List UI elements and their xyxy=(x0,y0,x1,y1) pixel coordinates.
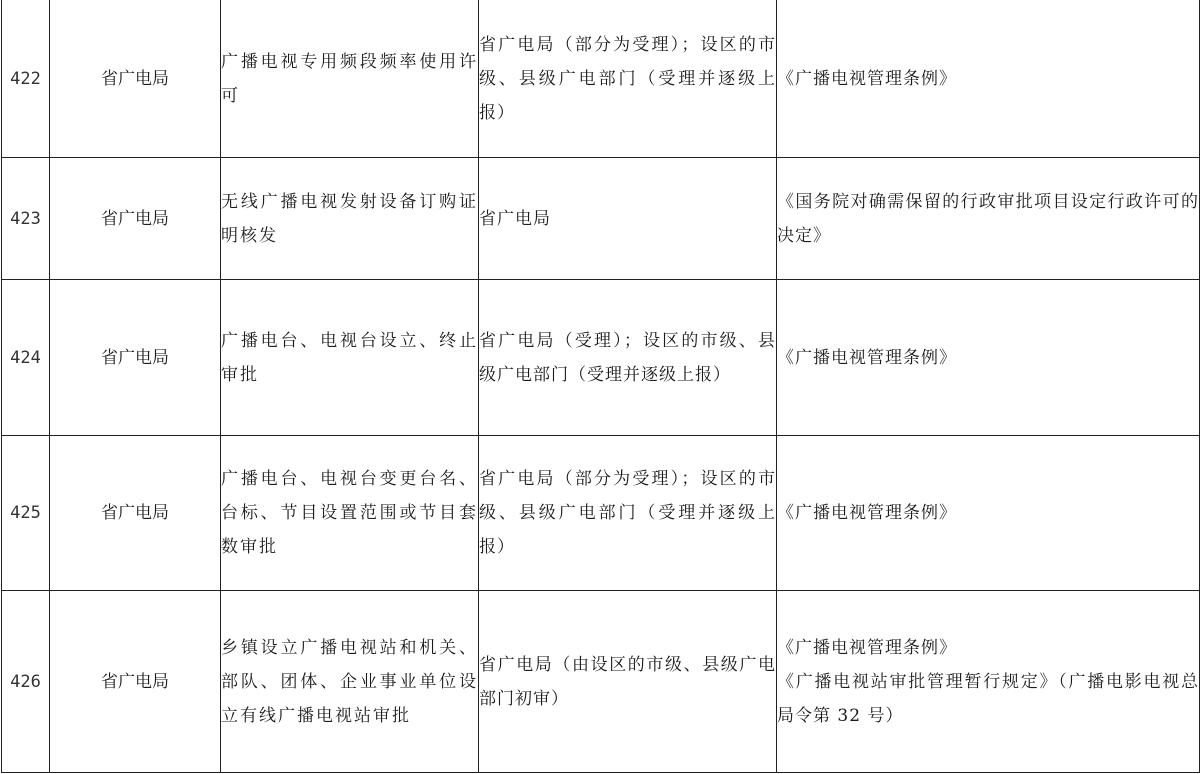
legal-basis-cell xyxy=(777,436,1200,591)
row-number: 426 xyxy=(2,591,50,773)
table-row xyxy=(2,591,1200,773)
implementing-unit-cell: 省广电局（部分为受理）；设区的市级、县级广电部门（受理并逐级上报） xyxy=(479,436,777,591)
department-cell: 省广电局 xyxy=(50,436,221,591)
table-row xyxy=(2,280,1200,436)
implementing-unit-cell: 省广电局 xyxy=(479,158,777,280)
implementing-unit-cell: 省广电局（受理）；设区的市级、县级广电部门（受理并逐级上报） xyxy=(479,280,777,436)
department-cell: 省广电局 xyxy=(50,158,221,280)
legal-basis-line: 《广播电视管理条例》 xyxy=(777,503,957,523)
row-number: 424 xyxy=(2,280,50,436)
legal-basis-line: 《国务院对确需保留的行政审批项目设定行政许可的决定》 xyxy=(777,191,1199,246)
department-cell: 省广电局 xyxy=(50,0,221,158)
legal-basis-cell xyxy=(777,0,1200,158)
row-number: 425 xyxy=(2,436,50,591)
approval-item-cell: 乡镇设立广播电视站和机关、部队、团体、企业事业单位设立有线广播电视站审批 xyxy=(221,591,479,773)
approval-item-cell: 广播电视专用频段频率使用许可 xyxy=(221,0,479,158)
legal-basis-cell xyxy=(777,158,1200,280)
implementing-unit-cell: 省广电局（部分为受理）；设区的市级、县级广电部门（受理并逐级上报） xyxy=(479,0,777,158)
implementing-unit-cell: 省广电局（由设区的市级、县级广电部门初审） xyxy=(479,591,777,773)
legal-basis-line: 《广播电视管理条例》 xyxy=(777,347,957,368)
approval-item-cell: 无线广播电视发射设备订购证明核发 xyxy=(221,158,479,280)
approval-item-cell: 广播电台、电视台设立、终止审批 xyxy=(221,280,479,436)
legal-basis-cell xyxy=(777,280,1200,436)
department-cell: 省广电局 xyxy=(50,591,221,773)
table-row xyxy=(2,158,1200,280)
table-row xyxy=(2,0,1200,158)
row-number: 422 xyxy=(2,0,50,158)
legal-basis-line: 《广播电视管理条例》 xyxy=(777,637,957,658)
approval-items-table xyxy=(1,0,1200,773)
row-number: 423 xyxy=(2,158,50,280)
legal-basis-line: 《广播电视管理条例》 xyxy=(777,68,957,89)
legal-basis-cell xyxy=(777,591,1200,773)
approval-item-cell: 广播电台、电视台变更台名、台标、节目设置范围或节目套数审批 xyxy=(221,436,479,591)
department-cell: 省广电局 xyxy=(50,280,221,436)
table-row xyxy=(2,436,1200,591)
legal-basis-line: 《广播电视站审批管理暂行规定》（广播电影电视总局令第 32 号） xyxy=(777,671,1199,726)
